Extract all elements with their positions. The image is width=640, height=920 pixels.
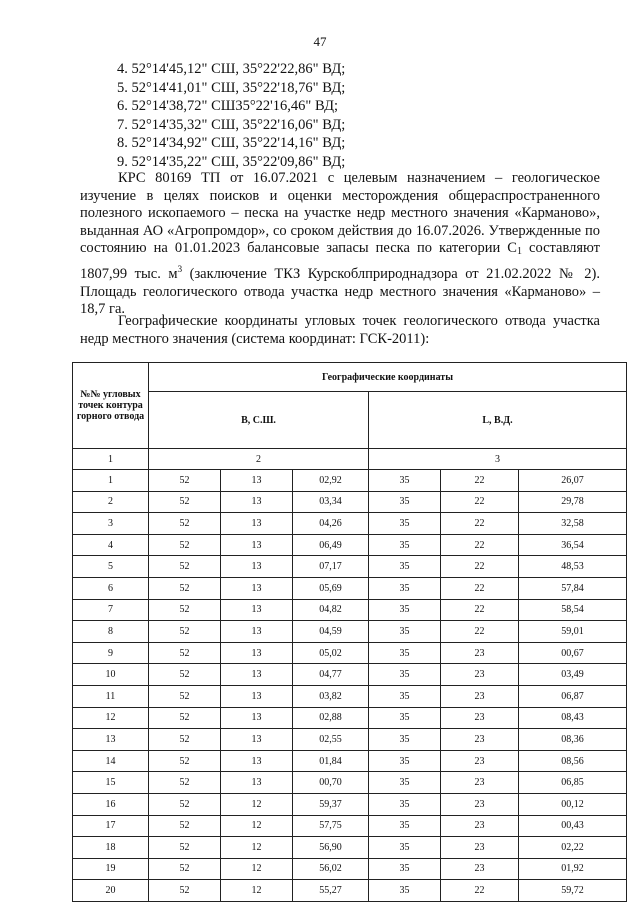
- table-cell: 02,22: [519, 837, 627, 859]
- table-cell: 22: [441, 491, 519, 513]
- table-cell: 35: [369, 534, 441, 556]
- table-cell: 23: [441, 793, 519, 815]
- table-cell: 13: [221, 534, 293, 556]
- table-cell: 22: [441, 556, 519, 578]
- coordinates-table: [72, 362, 627, 902]
- table-cell: 59,37: [293, 793, 369, 815]
- table-row: [73, 642, 627, 664]
- table-cell: 26,07: [519, 470, 627, 492]
- table-cell: 36,54: [519, 534, 627, 556]
- table-row: [73, 815, 627, 837]
- table-cell: 01,84: [293, 750, 369, 772]
- table-cell: 1: [73, 470, 149, 492]
- table-cell: 52: [149, 793, 221, 815]
- table-cell: 22: [441, 470, 519, 492]
- table-cell: 13: [221, 621, 293, 643]
- table-cell: 03,34: [293, 491, 369, 513]
- table-cell: 00,67: [519, 642, 627, 664]
- table-cell: 13: [221, 685, 293, 707]
- table-cell: 35: [369, 707, 441, 729]
- table-cell: 22: [441, 534, 519, 556]
- table-cell: 12: [73, 707, 149, 729]
- table-cell: 03,49: [519, 664, 627, 686]
- table-cell: 23: [441, 707, 519, 729]
- table-cell: 35: [369, 815, 441, 837]
- table-cell: 58,54: [519, 599, 627, 621]
- table-row: [73, 577, 627, 599]
- table-cell: 35: [369, 470, 441, 492]
- coordinate-line: 8. 52°14'34,92" СШ, 35°22'14,16" ВД;: [117, 135, 346, 152]
- table-row: [73, 556, 627, 578]
- table-cell: 52: [149, 642, 221, 664]
- table-cell: 12: [221, 880, 293, 902]
- table-cell: 13: [221, 470, 293, 492]
- table-cell: 52: [149, 513, 221, 535]
- table-cell: 52: [149, 837, 221, 859]
- license-paragraph: [80, 170, 600, 319]
- table-cell: 13: [221, 577, 293, 599]
- table-cell: 04,26: [293, 513, 369, 535]
- table-cell: 59,72: [519, 880, 627, 902]
- table-cell: 35: [369, 837, 441, 859]
- table-cell: 13: [221, 772, 293, 794]
- table-row: [73, 491, 627, 513]
- table-cell: 02,88: [293, 707, 369, 729]
- table-cell: 52: [149, 470, 221, 492]
- coordinates-intro-paragraph: Географические координаты угловых точек геологического отвода участка недр местного значения (система координат: ГСК-2011):: [80, 313, 600, 347]
- table-cell: 35: [369, 750, 441, 772]
- coordinate-line: 9. 52°14'35,22" СШ, 35°22'09,86" ВД;: [117, 153, 346, 170]
- header-geo-coordinates: Географические координаты: [149, 363, 627, 392]
- table-row: [73, 599, 627, 621]
- table-row: [73, 707, 627, 729]
- table-cell: 52: [149, 685, 221, 707]
- table-cell: 22: [441, 577, 519, 599]
- table-cell: 7: [73, 599, 149, 621]
- table-cell: 52: [149, 577, 221, 599]
- table-cell: 12: [221, 793, 293, 815]
- table-cell: 35: [369, 664, 441, 686]
- table-cell: 9: [73, 642, 149, 664]
- table-cell: 2: [73, 491, 149, 513]
- table-cell: 35: [369, 491, 441, 513]
- license-text-c: (заключение ТКЗ Курскоблприроднадзора от 21.02.2022 № 2). Площадь геологического отвода участка недр местного значения «Карманово» – 18,7 га.: [80, 265, 600, 318]
- table-cell: 01,92: [519, 858, 627, 880]
- table-cell: 35: [369, 729, 441, 751]
- table-cell: 04,82: [293, 599, 369, 621]
- table-cell: 23: [441, 815, 519, 837]
- table-cell: 13: [221, 707, 293, 729]
- table-cell: 05,02: [293, 642, 369, 664]
- table-cell: 55,27: [293, 880, 369, 902]
- column-index: 3: [369, 449, 627, 470]
- table-cell: 02,55: [293, 729, 369, 751]
- table-cell: 56,02: [293, 858, 369, 880]
- table-cell: 23: [441, 642, 519, 664]
- table-cell: 06,85: [519, 772, 627, 794]
- table-cell: 13: [221, 556, 293, 578]
- column-index: 1: [73, 449, 149, 470]
- column-index: 2: [149, 449, 369, 470]
- table-cell: 23: [441, 664, 519, 686]
- coordinate-list: [117, 60, 345, 172]
- table-cell: 52: [149, 815, 221, 837]
- table-cell: 00,12: [519, 793, 627, 815]
- table-cell: 52: [149, 491, 221, 513]
- table-cell: 52: [149, 880, 221, 902]
- table-row: [73, 729, 627, 751]
- table-cell: 35: [369, 599, 441, 621]
- table-cell: 35: [369, 621, 441, 643]
- table-cell: 6: [73, 577, 149, 599]
- table-cell: 12: [221, 815, 293, 837]
- table-row: [73, 772, 627, 794]
- table-cell: 56,90: [293, 837, 369, 859]
- table-row: [73, 837, 627, 859]
- table-cell: 52: [149, 707, 221, 729]
- table-cell: 35: [369, 556, 441, 578]
- table-cell: 52: [149, 556, 221, 578]
- table-cell: 04,77: [293, 664, 369, 686]
- table-cell: 13: [221, 729, 293, 751]
- table-cell: 22: [441, 599, 519, 621]
- table-cell: 48,53: [519, 556, 627, 578]
- license-text-a: КРС 80169 ТП от 16.07.2021 с целевым назначением – геологическое изучение в целях поисков и оценки месторождения общераспространенного полезного ископаемого – песка на участке недр местного значения «Карманово», выданная АО «Агропромдор», со сроком действия до 16.07.2026. Утвержденные по состоянию на 01.01.2023 балансовые запасы песка по категории С: [80, 170, 600, 257]
- table-cell: 23: [441, 837, 519, 859]
- table-cell: 06,49: [293, 534, 369, 556]
- table-cell: 52: [149, 858, 221, 880]
- table-cell: 35: [369, 685, 441, 707]
- table-cell: 35: [369, 793, 441, 815]
- table-cell: 57,75: [293, 815, 369, 837]
- table-cell: 08,43: [519, 707, 627, 729]
- table-cell: 13: [221, 491, 293, 513]
- header-point-number: №№ угловых точек контура горного отвода: [73, 363, 149, 449]
- table-cell: 57,84: [519, 577, 627, 599]
- table-cell: 13: [221, 664, 293, 686]
- table-row: [73, 880, 627, 902]
- page-number: 47: [313, 34, 327, 49]
- table-cell: 23: [441, 772, 519, 794]
- table-cell: 15: [73, 772, 149, 794]
- table-cell: 3: [73, 513, 149, 535]
- table-cell: 13: [221, 599, 293, 621]
- table-cell: 13: [221, 750, 293, 772]
- table-cell: 04,59: [293, 621, 369, 643]
- table-cell: 06,87: [519, 685, 627, 707]
- coordinate-line: 6. 52°14'38,72" СШ35°22'16,46" ВД;: [117, 98, 338, 115]
- table-body: [73, 470, 627, 902]
- table-cell: 59,01: [519, 621, 627, 643]
- table-cell: 35: [369, 513, 441, 535]
- table-row: [73, 858, 627, 880]
- table-cell: 12: [221, 858, 293, 880]
- table-cell: 13: [73, 729, 149, 751]
- table-cell: 35: [369, 880, 441, 902]
- table-cell: 5: [73, 556, 149, 578]
- coordinate-line: 7. 52°14'35,32" СШ, 35°22'16,06" ВД;: [117, 116, 346, 133]
- license-text-b: составляют 1807,99 тыс. м: [80, 240, 600, 282]
- table-cell: 00,70: [293, 772, 369, 794]
- table-cell: 14: [73, 750, 149, 772]
- table-row: [73, 513, 627, 535]
- table-cell: 18: [73, 837, 149, 859]
- table-row: [73, 470, 627, 492]
- unit-superscript: 3: [177, 263, 183, 274]
- table-cell: 00,43: [519, 815, 627, 837]
- table-cell: 52: [149, 621, 221, 643]
- table-row: [73, 750, 627, 772]
- table-cell: 8: [73, 621, 149, 643]
- table-row: [73, 685, 627, 707]
- table-cell: 13: [221, 642, 293, 664]
- table-cell: 52: [149, 750, 221, 772]
- table-cell: 23: [441, 858, 519, 880]
- table-cell: 23: [441, 729, 519, 751]
- table-cell: 12: [221, 837, 293, 859]
- table-cell: 13: [221, 513, 293, 535]
- table-row: [73, 664, 627, 686]
- table-cell: 08,56: [519, 750, 627, 772]
- table-row: [73, 621, 627, 643]
- table-cell: 19: [73, 858, 149, 880]
- header-latitude: B, С.Ш.: [149, 392, 369, 449]
- table-cell: 35: [369, 858, 441, 880]
- header-longitude: L, В.Д.: [369, 392, 627, 449]
- table-row: [73, 534, 627, 556]
- table-cell: 08,36: [519, 729, 627, 751]
- table-cell: 10: [73, 664, 149, 686]
- coordinate-line: 4. 52°14'45,12" СШ, 35°22'22,86" ВД;: [117, 61, 346, 77]
- table-cell: 29,78: [519, 491, 627, 513]
- table-cell: 05,69: [293, 577, 369, 599]
- table-cell: 07,17: [293, 556, 369, 578]
- table-cell: 22: [441, 880, 519, 902]
- table-cell: 35: [369, 772, 441, 794]
- table-cell: 02,92: [293, 470, 369, 492]
- table-cell: 11: [73, 685, 149, 707]
- category-subscript: 1: [516, 246, 522, 258]
- table-row: [73, 793, 627, 815]
- table-cell: 35: [369, 577, 441, 599]
- table-cell: 35: [369, 642, 441, 664]
- table-cell: 03,82: [293, 685, 369, 707]
- table-cell: 52: [149, 664, 221, 686]
- table-cell: 52: [149, 729, 221, 751]
- table-cell: 52: [149, 599, 221, 621]
- table-cell: 22: [441, 513, 519, 535]
- table-cell: 52: [149, 772, 221, 794]
- table-cell: 16: [73, 793, 149, 815]
- coordinate-line: 5. 52°14'41,01" СШ, 35°22'18,76" ВД;: [117, 79, 346, 96]
- table-cell: 52: [149, 534, 221, 556]
- table-cell: 20: [73, 880, 149, 902]
- table-cell: 23: [441, 750, 519, 772]
- table-cell: 4: [73, 534, 149, 556]
- table-cell: 22: [441, 621, 519, 643]
- table-cell: 17: [73, 815, 149, 837]
- table-cell: 23: [441, 685, 519, 707]
- table-cell: 32,58: [519, 513, 627, 535]
